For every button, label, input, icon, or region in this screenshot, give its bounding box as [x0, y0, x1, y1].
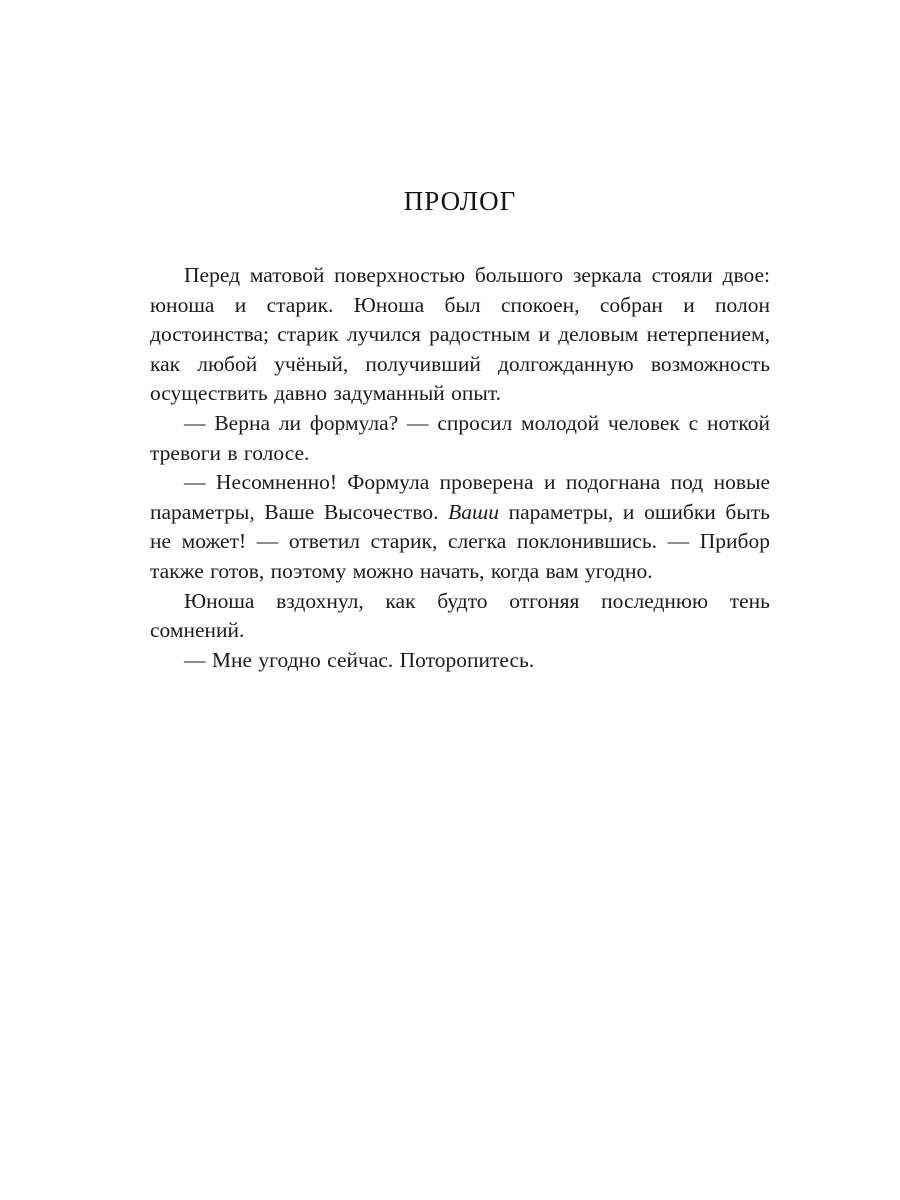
paragraph: — Мне угодно сейчас. Поторопитесь. [184, 647, 535, 672]
chapter-body [150, 261, 770, 675]
paragraph: — Верна ли формула? — спросил молодой человек с ноткой тревоги в голосе. [150, 410, 770, 465]
paragraph: Перед матовой поверхностью большого зеркала стояли двое: юноша и старик. Юноша был спокоен, собран и полон достоинства; старик лучился радостным и деловым нетерпением, как любой учёный, получивший долгожданную возможность осуществить давно задуманный опыт. [150, 263, 770, 406]
paragraph: Юноша вздохнул, как будто отгоняя последнюю тень сомнений. [150, 588, 770, 643]
paragraph-text-before: — Несомненно! Формула проверена и подогнана под новые параметры, Ваше Высочество. [150, 470, 770, 524]
paragraph [150, 468, 770, 586]
paragraph-text-after: параметры, и ошибки быть не может! — ответил старик, слегка поклонившись. — Прибор также готов, поэтому можно начать, когда вам угодно. [150, 499, 770, 583]
chapter-title: ПРОЛОГ [403, 186, 517, 216]
emphasized-word: Ваши [448, 499, 499, 524]
